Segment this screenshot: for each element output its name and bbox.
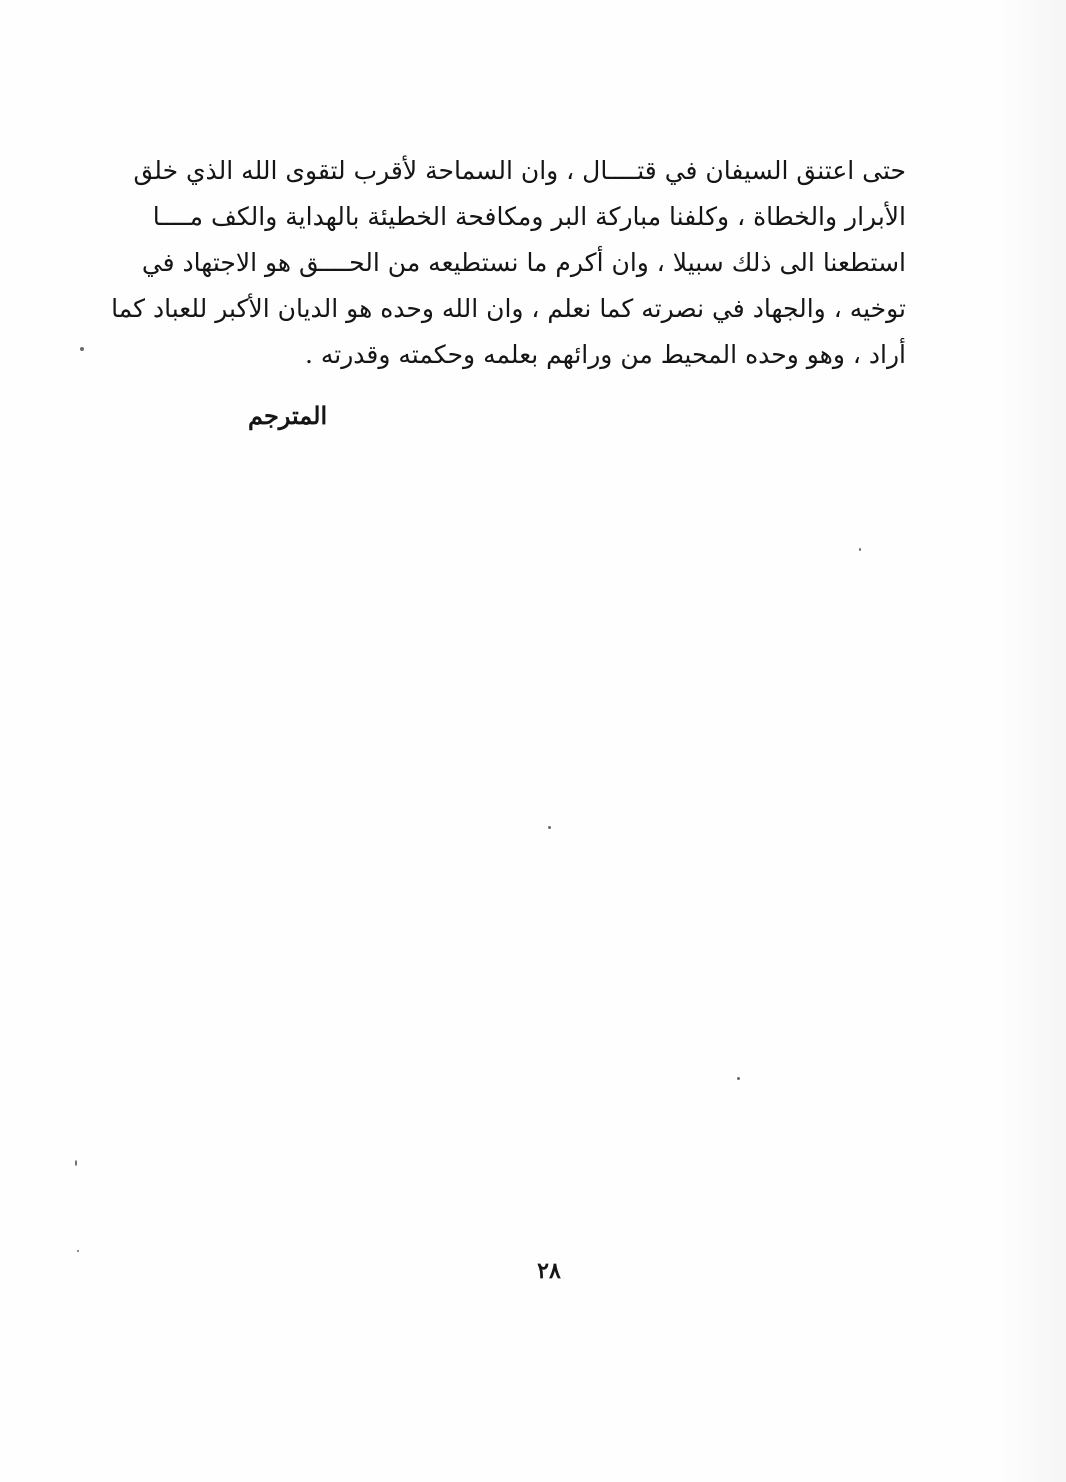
- scan-speck: [80, 347, 84, 351]
- page-number: ٢٨: [537, 1258, 561, 1284]
- paragraph-line: توخيه ، والجهاد في نصرته كما نعلم ، وان الله وحده هو الديان الأكبر للعباد كما: [111, 294, 906, 323]
- scan-speck: [548, 826, 551, 829]
- translator-signature: المترجم: [248, 401, 328, 430]
- paragraph-line: استطعنا الى ذلك سبيلا ، وان أكرم ما نستطيعه من الحــــق هو الاجتهاد في: [141, 248, 906, 277]
- paragraph-line: الأبرار والخطاة ، وكلفنا مباركة البر ومكافحة الخطيئة بالهداية والكف مــــا: [152, 202, 906, 231]
- body-paragraph: [111, 148, 906, 378]
- paragraph-line: حتى اعتنق السيفان في قتــــال ، وان السماحة لأقرب لتقوى الله الذي خلق: [133, 156, 906, 185]
- scan-edge-shading: [996, 0, 1066, 1482]
- scan-speck: [737, 1077, 740, 1080]
- scan-speck: [859, 548, 861, 551]
- scan-speck: [75, 1160, 77, 1166]
- paragraph-line: أراد ، وهو وحده المحيط من ورائهم بعلمه وحكمته وقدرته .: [304, 340, 906, 369]
- scan-speck: [77, 1250, 79, 1252]
